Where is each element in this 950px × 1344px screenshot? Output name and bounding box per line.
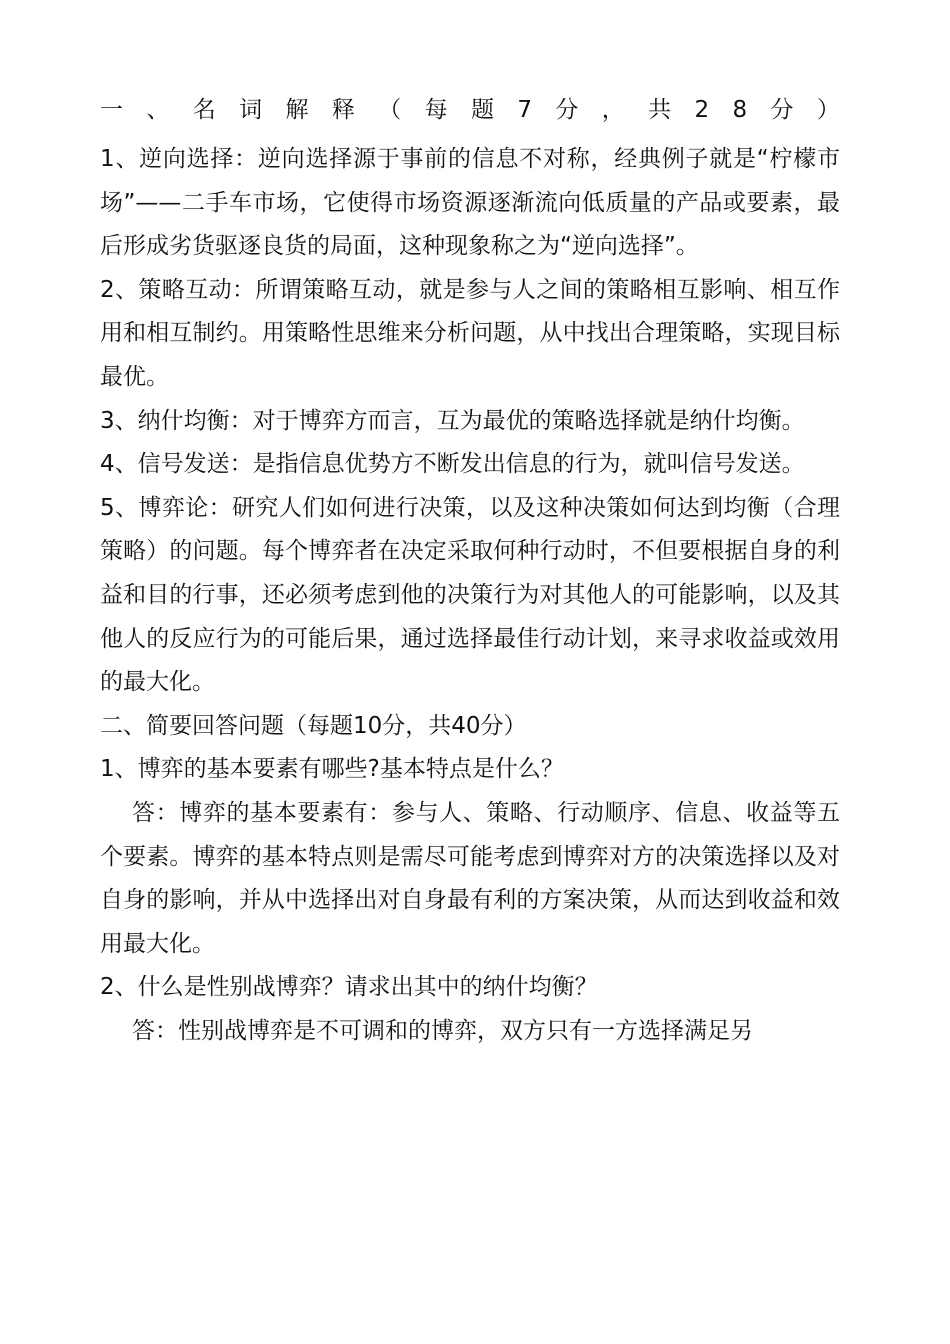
definition-adverse-selection: 1、逆向选择：逆向选择源于事前的信息不对称，经典例子就是“柠檬市场”——二手车市场，它使得市场资源逐渐流向低质量的产品或要素，最后形成劣货驱逐良货的局面，这种现象称之为“逆向选择”。: [100, 146, 840, 260]
answer-1: 答：博弈的基本要素有：参与人、策略、行动顺序、信息、收益等五个要素。博弈的基本特点则是需尽可能考虑到博弈对方的决策选择以及对自身的影响，并从中选择出对自身最有利的方案决策，从而达到收益和效用最大化。: [100, 799, 840, 957]
heading-char: 分: [555, 97, 579, 123]
heading-char: 8: [732, 97, 748, 123]
section-1-heading: [100, 88, 840, 132]
heading-char: ，: [601, 97, 625, 123]
definition-game-theory: 5、博弈论：研究人们如何进行决策，以及这种决策如何达到均衡（合理策略）的问题。每个博弈者在决定采取何种行动时，不但要根据自身的利益和目的行事，还必须考虑到他的决策行为对其他人的可能影响，以及其他人的反应行为的可能后果，通过选择最佳行动计划，来寻求收益或效用的最大化。: [100, 494, 840, 696]
heading-char: ）: [816, 97, 840, 123]
heading-char: 题: [471, 97, 494, 123]
definition-signaling: 4、信号发送：是指信息优势方不断发出信息的行为，就叫信号发送。: [100, 451, 805, 478]
heading-char: 2: [694, 97, 710, 123]
question-2: 2、什么是性别战博弈？请求出其中的纳什均衡？: [100, 974, 598, 1001]
heading-char: 共: [648, 97, 672, 123]
heading-char: 名: [192, 97, 216, 123]
heading-char: 7: [517, 97, 533, 123]
heading-char: 分: [770, 97, 794, 123]
document-content: [100, 88, 840, 1053]
section-2-heading: 二、简要回答问题（每题10分，共40分）: [100, 712, 527, 739]
heading-char: （: [378, 97, 402, 123]
heading-char: 一: [100, 97, 123, 123]
heading-char: 、: [146, 97, 170, 123]
definition-nash-equilibrium: 3、纳什均衡：对于博弈方而言，互为最优的策略选择就是纳什均衡。: [100, 407, 805, 434]
definition-strategic-interaction: 2、策略互动：所谓策略互动，就是参与人之间的策略相互影响、相互作用和相互制约。用策略性思维来分析问题，从中找出合理策略，实现目标最优。: [100, 276, 840, 390]
answer-2: 答：性别战博弈是不可调和的博弈，双方只有一方选择满足另: [132, 1017, 753, 1044]
question-1: 1、博弈的基本要素有哪些?基本特点是什么？: [100, 756, 564, 783]
heading-char: 释: [331, 97, 355, 123]
heading-char: 解: [285, 97, 309, 123]
heading-char: 词: [239, 97, 263, 123]
heading-char: 每: [424, 97, 448, 123]
